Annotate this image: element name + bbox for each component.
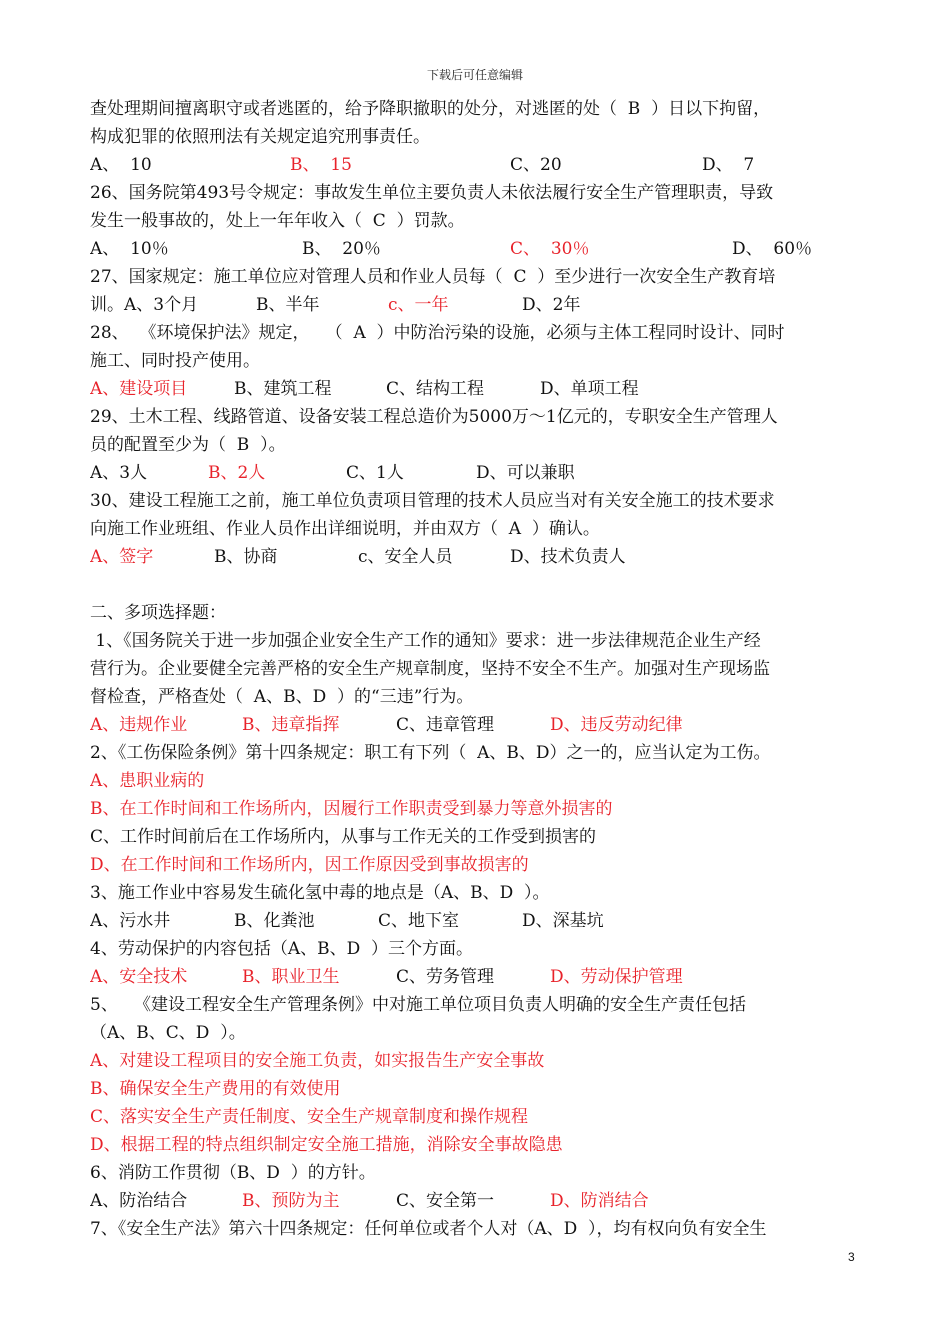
document-body <box>90 95 862 1243</box>
text-segment: 督检查，严格查处（ A、B、D ）的“三违”行为。 <box>90 687 474 707</box>
text-line <box>90 291 862 319</box>
text-line <box>90 207 862 235</box>
text-segment: 6、消防工作贯彻（B、D ）的方针。 <box>90 1163 376 1183</box>
answer-option: A、3人 <box>90 463 148 483</box>
text-segment: C、工作时间前后在工作场所内，从事与工作无关的工作受到损害的 <box>90 827 597 847</box>
answer-option: C、安全第一 <box>396 1191 495 1211</box>
text-segment: A、对建设工程项目的安全施工负责，如实报告生产安全事故 <box>90 1051 545 1071</box>
text-line <box>90 991 862 1019</box>
text-segment: 施工、同时投产使用。 <box>90 351 260 371</box>
text-line <box>90 235 862 263</box>
text-segment: D、 60％ <box>732 239 813 259</box>
text-segment: 查处理期间擅离职守或者逃匿的，给予降职撤职的处分，对逃匿的处（ B ）日以下拘留， <box>90 99 771 119</box>
text-segment: 2、《工伤保险条例》第十四条规定：职工有下列（ A、B、D）之一的，应当认定为工伤。 <box>90 743 771 763</box>
text-segment: 营行为。企业要健全完善严格的安全生产规章制度，坚持不安全不生产。加强对生产现场监 <box>90 659 770 679</box>
text-segment: （A、B、C、D ）。 <box>90 1023 246 1043</box>
answer-option: C、1人 <box>346 463 404 483</box>
text-segment: D、根据工程的特点组织制定安全施工措施，消除安全事故隐患 <box>90 1135 563 1155</box>
text-segment: D、在工作时间和工作场所内，因工作原因受到事故损害的 <box>90 855 529 875</box>
text-line <box>90 711 862 739</box>
text-segment: 29、土木工程、线路管道、设备安装工程总造价为5000万～1亿元的，专职安全生产管理人 <box>90 407 778 427</box>
answer-option: A、签字 <box>90 547 154 567</box>
text-segment: D、单项工程 <box>540 379 639 399</box>
text-line <box>90 823 862 851</box>
text-line <box>90 263 862 291</box>
text-line <box>90 907 862 935</box>
text-line <box>90 935 862 963</box>
answer-option: B、 15 <box>290 155 352 175</box>
text-line <box>90 1159 862 1187</box>
page-header: 下载后可任意编辑 <box>426 68 523 82</box>
answer-option: B、违章指挥 <box>242 715 340 735</box>
text-segment: 二、多项选择题： <box>90 603 226 623</box>
answer-option: A、违规作业 <box>90 715 188 735</box>
text-line <box>90 795 862 823</box>
text-line <box>90 179 862 207</box>
text-line <box>90 1103 862 1131</box>
text-line <box>90 1131 862 1159</box>
text-segment: B、在工作时间和工作场所内，因履行工作职责受到暴力等意外损害的 <box>90 799 613 819</box>
text-segment: D、违反劳动纪律 <box>550 715 683 735</box>
answer-option: C、违章管理 <box>396 715 495 735</box>
text-line <box>90 1047 862 1075</box>
answer-option: A、 10 <box>90 155 152 175</box>
text-segment: 27、国家规定：施工单位应对管理人员和作业人员每（ C ）至少进行一次安全生产教育培 <box>90 267 776 287</box>
text-line <box>90 123 862 151</box>
text-line <box>90 963 862 991</box>
answer-option: C、地下室 <box>378 911 460 931</box>
text-segment: 构成犯罪的依照刑法有关规定追究刑事责任。 <box>90 127 430 147</box>
text-line <box>90 431 862 459</box>
answer-option: B、 20％ <box>302 239 381 259</box>
text-segment: 员的配置至少为（ B ）。 <box>90 435 286 455</box>
text-segment: C、落实安全生产责任制度、安全生产规章制度和操作规程 <box>90 1107 529 1127</box>
text-line <box>90 403 862 431</box>
text-line <box>90 851 862 879</box>
text-line <box>90 879 862 907</box>
text-line <box>90 1187 862 1215</box>
answer-option: C、20 <box>510 155 562 175</box>
answer-option: B、2人 <box>208 463 266 483</box>
text-segment: 向施工作业班组、作业人员作出详细说明，并由双方（ A ）确认。 <box>90 519 600 539</box>
text-line <box>90 1019 862 1047</box>
text-line <box>90 739 862 767</box>
page-number: 3 <box>848 1250 855 1264</box>
answer-option: B、职业卫生 <box>242 967 340 987</box>
text-line <box>90 655 862 683</box>
text-line <box>90 487 862 515</box>
text-segment: 发生一般事故的，处上一年年收入（ C ）罚款。 <box>90 211 465 231</box>
text-segment: A、患职业病的 <box>90 771 205 791</box>
text-segment: 30、建设工程施工之前，施工单位负责项目管理的技术人员应当对有关安全施工的技术要求 <box>90 491 775 511</box>
text-line <box>90 599 862 627</box>
blank-line <box>90 571 862 599</box>
text-segment: 1、《国务院关于进一步加强企业安全生产工作的通知》要求：进一步法律规范企业生产经 <box>90 631 761 651</box>
text-line <box>90 347 862 375</box>
answer-option: c、安全人员 <box>358 547 453 567</box>
text-segment: D、2年 <box>522 295 581 315</box>
text-segment: D、可以兼职 <box>476 463 575 483</box>
answer-option: A、污水井 <box>90 911 171 931</box>
answer-option: C、 30％ <box>510 239 590 259</box>
answer-option: 训。A、3个月 <box>90 295 199 315</box>
text-segment: B、确保安全生产费用的有效使用 <box>90 1079 341 1099</box>
text-segment: 26、国务院第493号令规定：事故发生单位主要负责人未依法履行安全生产管理职责，导致 <box>90 183 774 203</box>
answer-option: B、协商 <box>214 547 278 567</box>
text-line <box>90 1075 862 1103</box>
text-segment: D、深基坑 <box>522 911 604 931</box>
text-segment: D、 7 <box>702 155 755 175</box>
answer-option: B、化粪池 <box>234 911 315 931</box>
text-line <box>90 683 862 711</box>
answer-option: B、半年 <box>256 295 320 315</box>
answer-option: A、 10％ <box>90 239 169 259</box>
text-segment: 3、施工作业中容易发生硫化氢中毒的地点是（A、B、D ）。 <box>90 883 550 903</box>
text-segment: 7、《安全生产法》第六十四条规定：任何单位或者个人对（A、D ），均有权向负有安全生 <box>90 1219 767 1239</box>
text-line <box>90 543 862 571</box>
text-line <box>90 767 862 795</box>
answer-option: A、防治结合 <box>90 1191 188 1211</box>
text-line <box>90 95 862 123</box>
text-segment: D、防消结合 <box>550 1191 649 1211</box>
text-segment: D、劳动保护管理 <box>550 967 683 987</box>
answer-option: C、劳务管理 <box>396 967 495 987</box>
answer-option: C、结构工程 <box>386 379 485 399</box>
answer-option: A、建设项目 <box>90 379 188 399</box>
text-line <box>90 151 862 179</box>
text-line <box>90 459 862 487</box>
text-line <box>90 375 862 403</box>
text-line <box>90 515 862 543</box>
answer-option: B、建筑工程 <box>234 379 332 399</box>
text-line <box>90 627 862 655</box>
text-segment: 4、劳动保护的内容包括（A、B、D ）三个方面。 <box>90 939 474 959</box>
answer-option: B、预防为主 <box>242 1191 340 1211</box>
text-segment: D、技术负责人 <box>510 547 626 567</box>
text-segment: 5、 《建设工程安全生产管理条例》中对施工单位项目负责人明确的安全生产责任包括 <box>90 995 747 1015</box>
answer-option: c、一年 <box>388 295 449 315</box>
text-line <box>90 1215 862 1243</box>
text-segment: 28、 《环境保护法》规定， （ A ）中防治污染的设施，必须与主体工程同时设计、同时 <box>90 323 785 343</box>
text-line <box>90 319 862 347</box>
answer-option: A、安全技术 <box>90 967 188 987</box>
